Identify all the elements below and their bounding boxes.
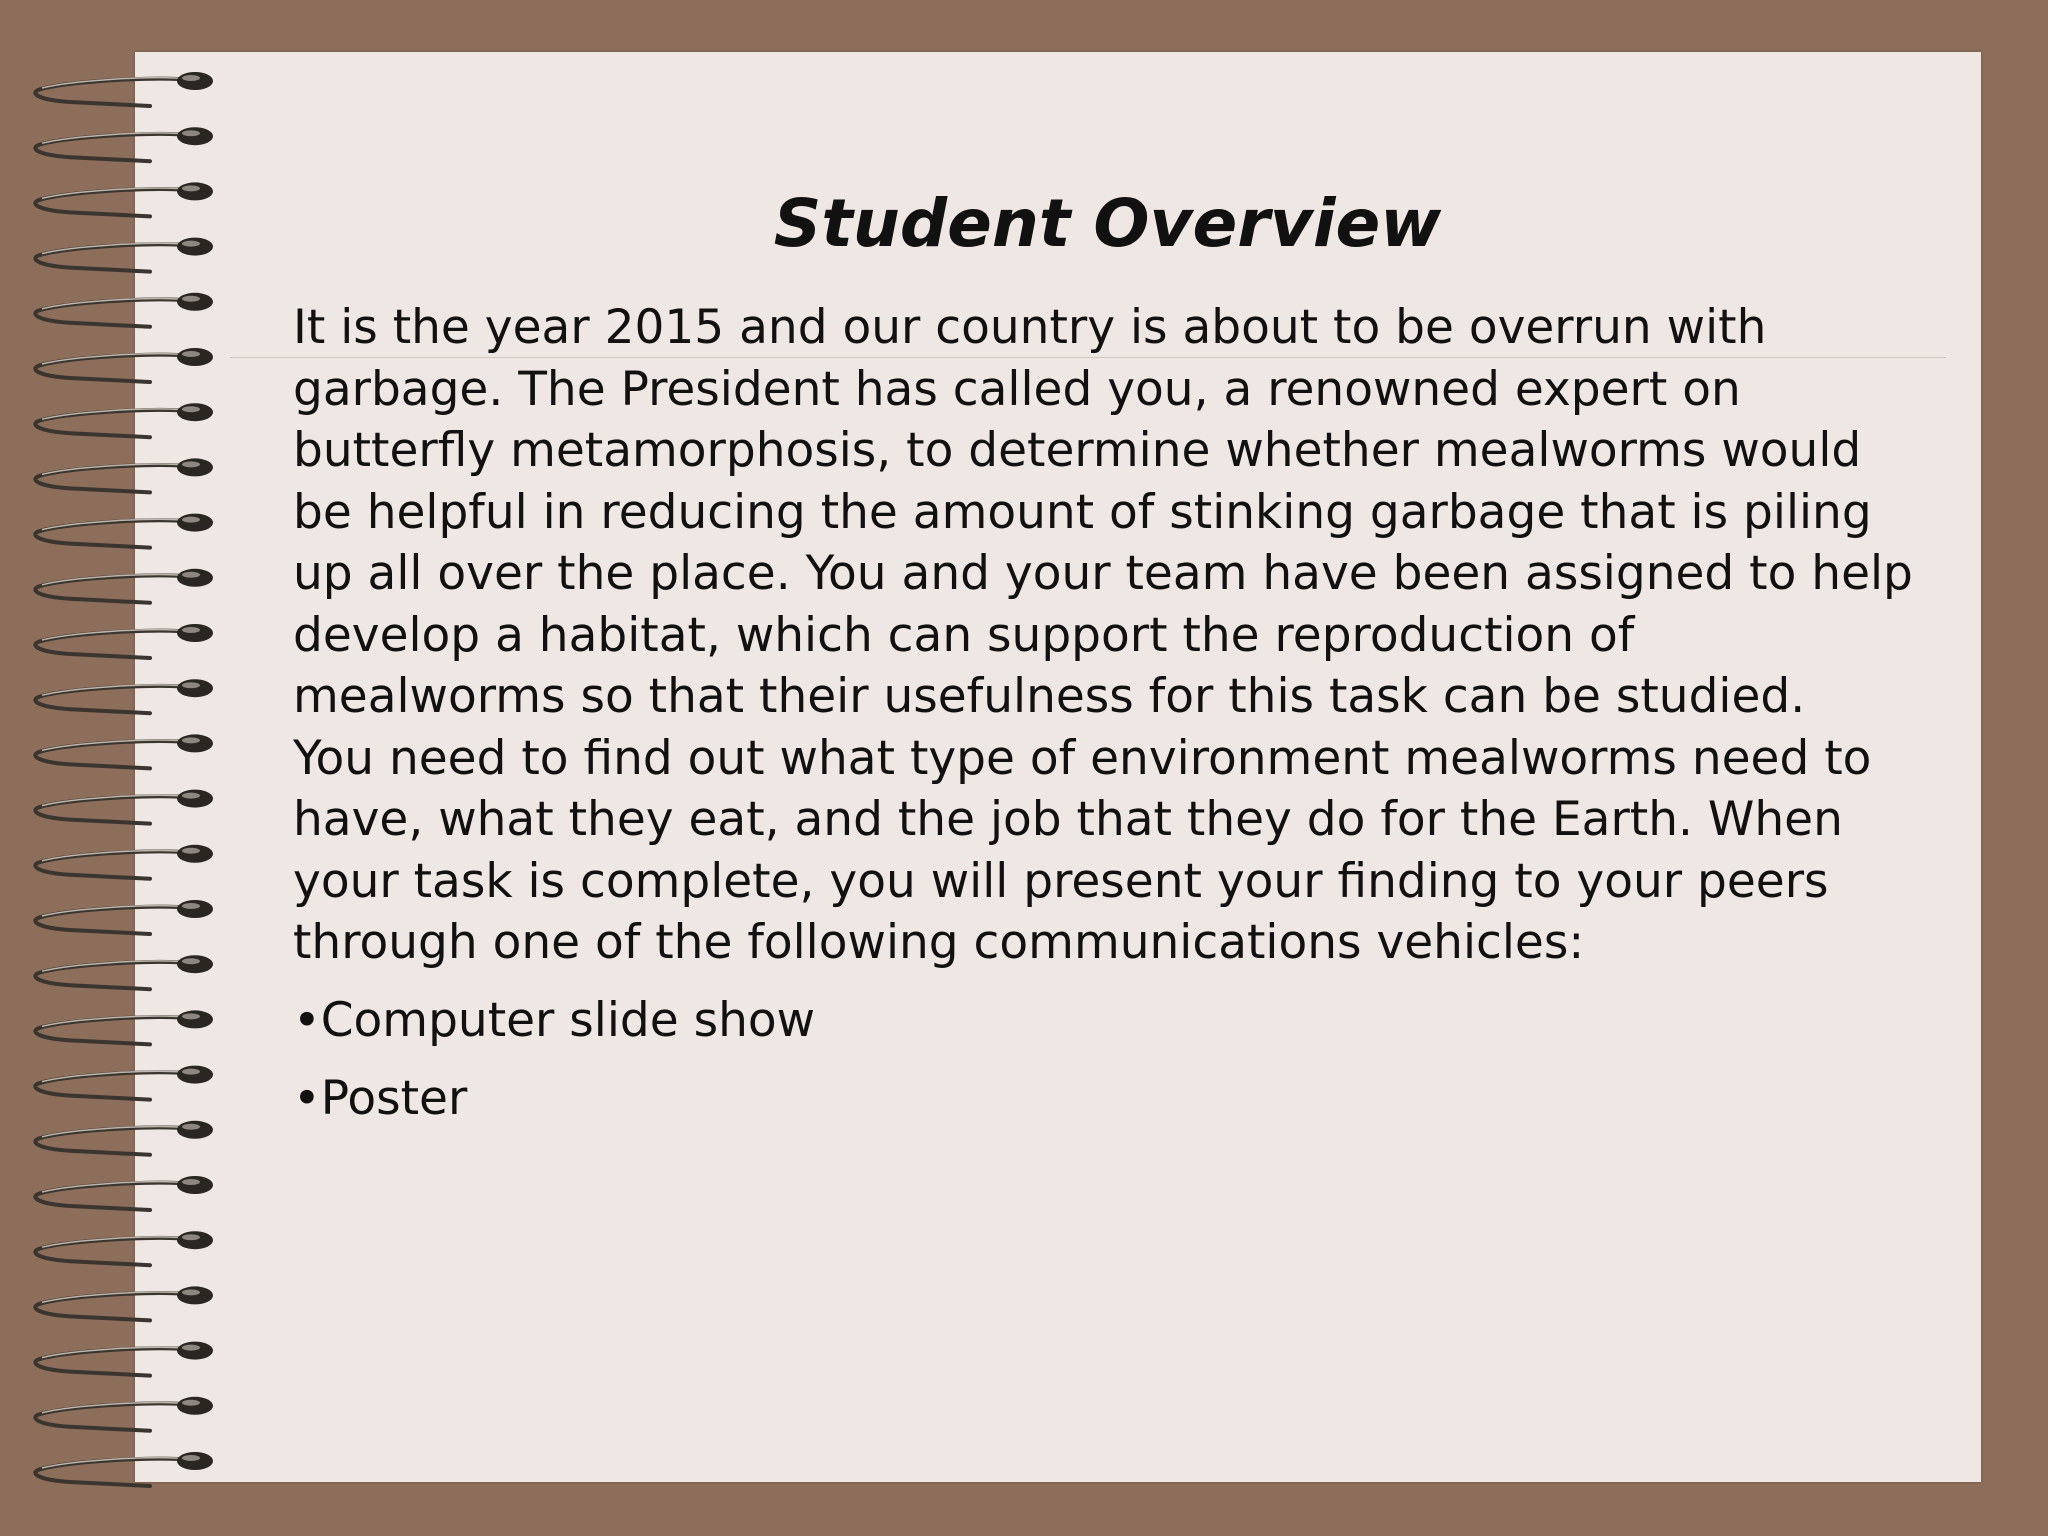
paragraph-line: mealworms so that their usefulness for this task can be studied.: [293, 669, 1806, 724]
spiral-ring: [35, 1286, 213, 1320]
spiral-ring: [35, 293, 213, 327]
overview-paragraph: [293, 297, 1933, 974]
spiral-ring: [35, 955, 213, 989]
paragraph-line: garbage. The President has called you, a renowned expert on: [293, 361, 1741, 417]
spiral-ring: [35, 845, 213, 879]
spiral-ring: [35, 1342, 213, 1376]
spiral-ring: [35, 72, 213, 106]
spiral-ring: [35, 1066, 213, 1100]
spiral-ring: [35, 624, 213, 658]
paragraph-line: develop a habitat, which can support the reproduction of: [293, 607, 1635, 663]
spiral-ring: [35, 1176, 213, 1210]
paragraph-line: your task is complete, you will present your finding to your peers: [293, 853, 1829, 909]
slide-title: Student Overview: [773, 185, 1442, 262]
bullet-item: •Poster: [293, 1071, 468, 1126]
spiral-ring: [35, 1231, 213, 1265]
spiral-ring: [35, 458, 213, 492]
paragraph-line: You need to find out what type of environment mealworms need to: [293, 730, 1872, 786]
spiral-ring: [35, 734, 213, 768]
spiral-ring: [35, 790, 213, 824]
paragraph-line: up all over the place. You and your team have been assigned to help: [293, 546, 1913, 601]
spiral-ring: [35, 1397, 213, 1431]
spiral-ring: [35, 1452, 213, 1486]
spiral-ring: [35, 403, 213, 437]
spiral-ring: [35, 1010, 213, 1044]
paragraph-line: have, what they eat, and the job that they do for the Earth. When: [293, 792, 1843, 847]
bullet-item: •Computer slide show: [293, 993, 816, 1048]
paragraph-line: be helpful in reducing the amount of stinking garbage that is piling: [293, 484, 1872, 540]
paragraph-line: butterfly metamorphosis, to determine whether mealworms would: [293, 423, 1862, 478]
spiral-ring: [35, 1121, 213, 1155]
spiral-ring: [35, 127, 213, 161]
spiral-ring: [35, 348, 213, 382]
spiral-ring: [35, 900, 213, 934]
spiral-ring: [35, 679, 213, 713]
paragraph-line: It is the year 2015 and our country is about to be overrun with: [293, 300, 1767, 355]
spiral-ring: [35, 569, 213, 603]
spiral-ring: [35, 514, 213, 548]
paragraph-line: through one of the following communications vehicles:: [293, 915, 1585, 970]
